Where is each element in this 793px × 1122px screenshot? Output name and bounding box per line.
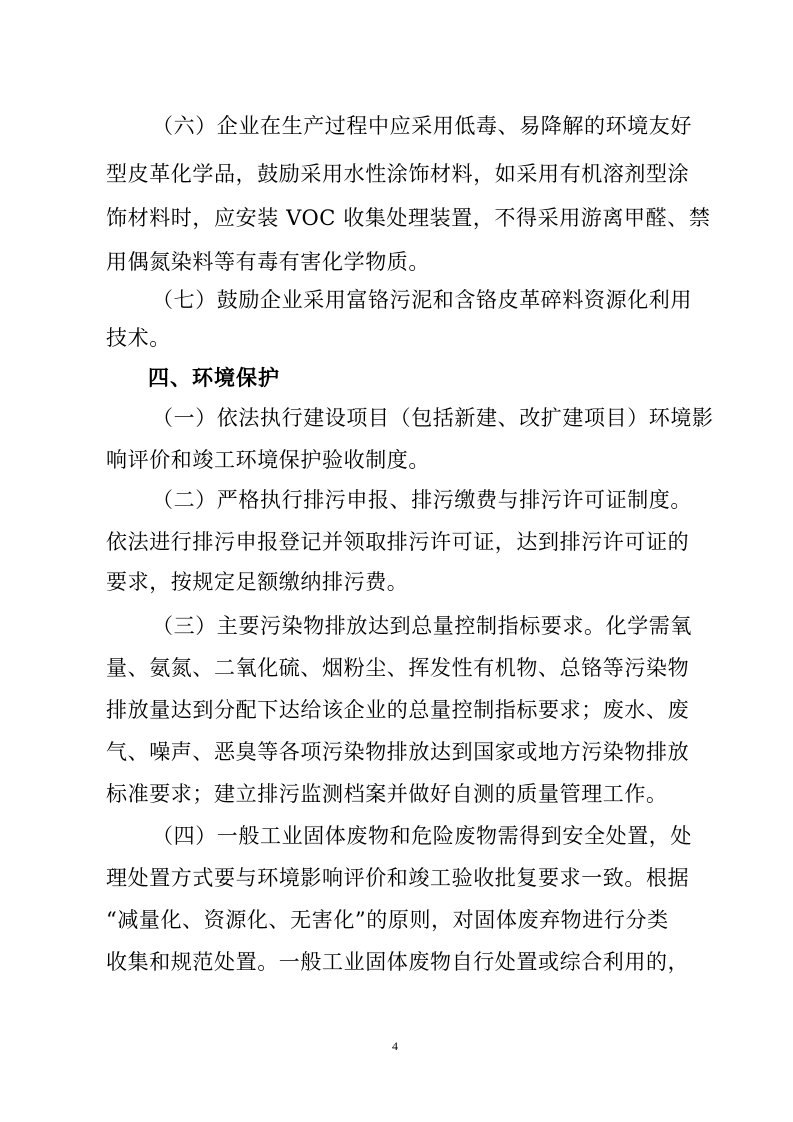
text-line: 要求，按规定足额缴纳排污费。 xyxy=(106,570,409,594)
text-line: 响评价和竣工环境保护验收制度。 xyxy=(106,448,430,472)
text-line: “减量化、资源化、无害化”的原则，对固体废弃物进行分类 xyxy=(106,908,669,932)
text-line: 依法进行排污申报登记并领取排污许可证，达到排污许可证的 xyxy=(106,530,690,554)
text-line: 型皮革化学品，鼓励采用水性涂饰材料，如采用有机溶剂型涂 xyxy=(106,162,690,186)
text-line: 技术。 xyxy=(106,326,171,350)
text-line: 收集和规范处置。一般工业固体废物自行处置或综合利用的， xyxy=(106,950,690,974)
text-line: 标准要求；建立排污监测档案并做好自测的质量管理工作。 xyxy=(106,782,668,806)
text-line: （二）严格执行排污申报、排污缴费与排污许可证制度。 xyxy=(152,488,692,512)
text-line: （四）一般工业固体废物和危险废物需得到安全处置，处 xyxy=(152,824,692,848)
text-line: （一）依法执行建设项目（包括新建、改扩建项目）环境影 xyxy=(152,406,714,430)
text-line: 量、氨氮、二氧化硫、烟粉尘、挥发性有机物、总铬等污染物 xyxy=(106,656,690,680)
text-line: （三）主要污染物排放达到总量控制指标要求。化学需氧 xyxy=(152,614,692,638)
page-number: 4 xyxy=(392,1039,398,1053)
text-line: （七）鼓励企业采用富铬污泥和含铬皮革碎料资源化利用 xyxy=(152,288,692,312)
text-line: （六）企业在生产过程中应采用低毒、易降解的环境友好 xyxy=(152,114,692,138)
section-heading: 四、环境保护 xyxy=(148,366,280,390)
text-line: 气、噪声、恶臭等各项污染物排放达到国家或地方污染物排放 xyxy=(106,740,690,764)
text-line: 饰材料时，应安装 VOC 收集处理装置，不得采用游离甲醛、禁 xyxy=(106,206,711,230)
text-line: 用偶氮染料等有毒有害化学物质。 xyxy=(106,250,430,274)
text-line: 理处置方式要与环境影响评价和竣工验收批复要求一致。根据 xyxy=(106,866,690,890)
text-line: 排放量达到分配下达给该企业的总量控制指标要求；废水、废 xyxy=(106,698,690,722)
